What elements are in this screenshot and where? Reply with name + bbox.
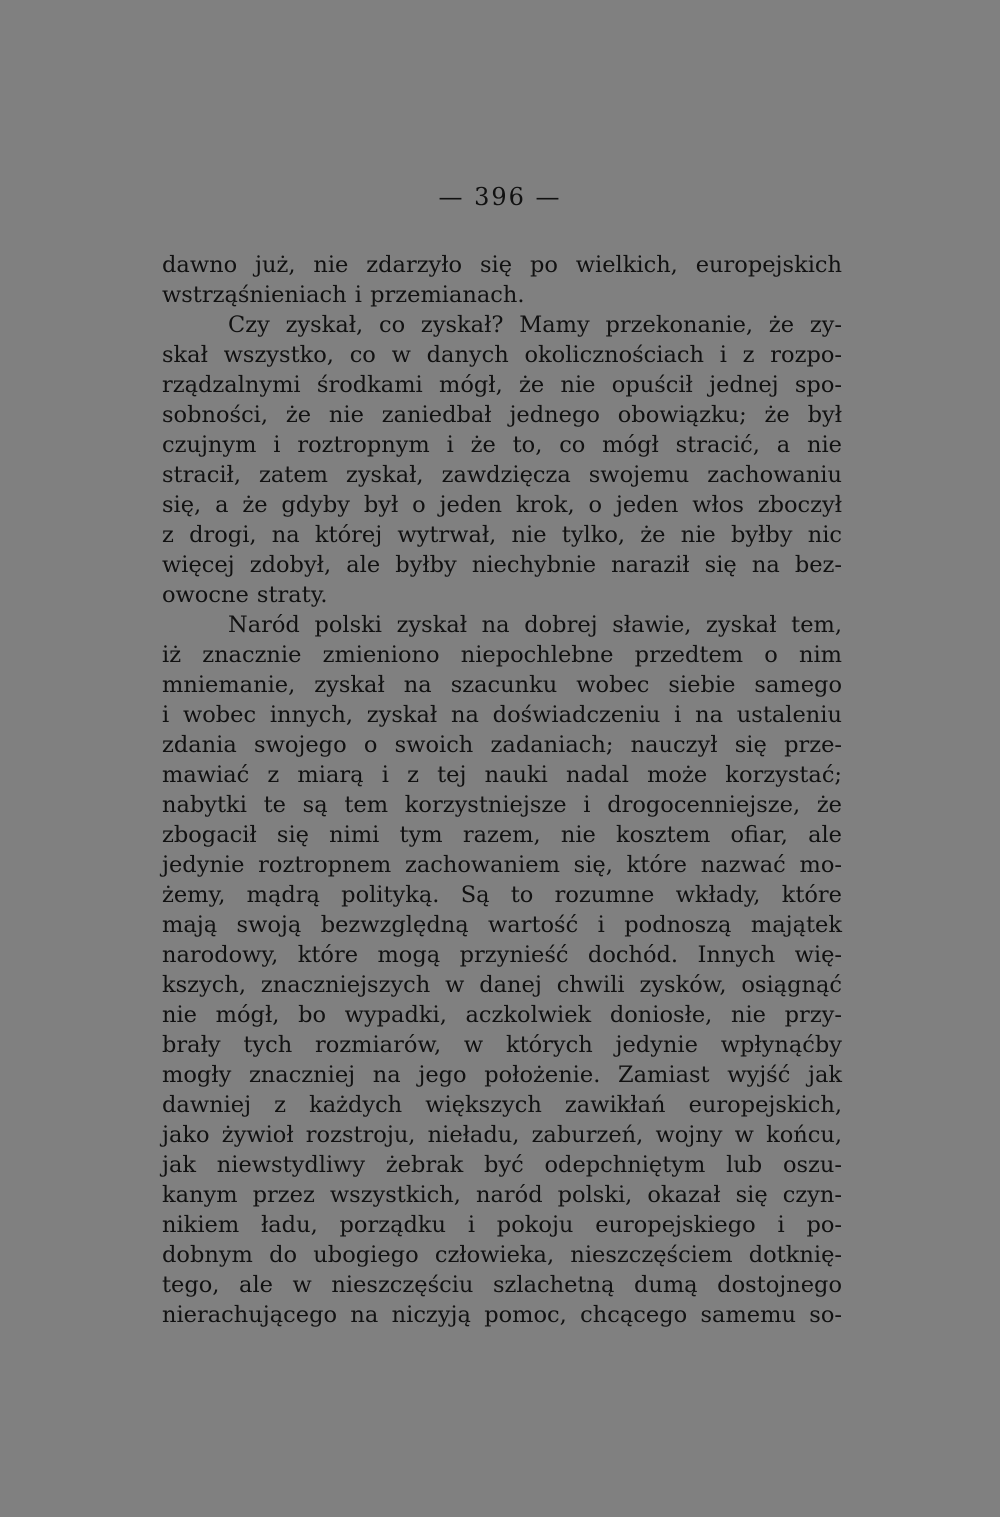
text-line: mawiać z miarą i z tej nauki nadal może korzystać; xyxy=(162,762,842,788)
text-line: żemy, mądrą polityką. Są to rozumne wkłady, które xyxy=(162,882,842,908)
text-line-paragraph-start: Czy zyskał, co zyskał? Mamy przekonanie, że zy- xyxy=(228,312,842,338)
text-line: zbogacił się nimi tym razem, nie kosztem ofiar, ale xyxy=(162,822,842,848)
text-line: brały tych rozmiarów, w których jedynie wpłynąćby xyxy=(162,1032,842,1058)
text-line-paragraph-start: Naród polski zyskał na dobrej sławie, zyskał tem, xyxy=(228,612,842,638)
text-line: mogły znaczniej na jego położenie. Zamiast wyjść jak xyxy=(162,1062,842,1088)
text-line: dobnym do ubogiego człowieka, nieszczęściem dotknię- xyxy=(162,1242,842,1268)
text-line: dawniej z każdych większych zawikłań europejskich, xyxy=(162,1092,842,1118)
text-line: iż znacznie zmieniono niepochlebne przedtem o nim xyxy=(162,642,842,668)
text-line: się, a że gdyby był o jeden krok, o jeden włos zboczył xyxy=(162,492,842,518)
text-line: tego, ale w nieszczęściu szlachetną dumą dostojnego xyxy=(162,1272,842,1298)
text-line: z drogi, na której wytrwał, nie tylko, że nie byłby nic xyxy=(162,522,842,548)
text-line: nabytki te są tem korzystniejsze i drogocenniejsze, że xyxy=(162,792,842,818)
text-line: jedynie roztropnem zachowaniem się, które nazwać mo- xyxy=(162,852,842,878)
text-line: jako żywioł rozstroju, nieładu, zaburzeń, wojny w końcu, xyxy=(162,1122,842,1148)
text-line: sobności, że nie zaniedbał jednego obowiązku; że był xyxy=(162,402,842,428)
text-line: zdania swojego o swoich zadaniach; nauczył się prze- xyxy=(162,732,842,758)
text-line: czujnym i roztropnym i że to, co mógł stracić, a nie xyxy=(162,432,842,458)
text-line: owocne straty. xyxy=(162,582,328,608)
text-line: więcej zdobył, ale byłby niechybnie naraził się na bez- xyxy=(162,552,842,578)
text-line: kszych, znaczniejszych w danej chwili zysków, osiągnąć xyxy=(162,972,842,998)
text-line: nie mógł, bo wypadki, aczkolwiek doniosłe, nie przy- xyxy=(162,1002,842,1028)
text-line: nikiem ładu, porządku i pokoju europejskiego i po- xyxy=(162,1212,842,1238)
text-line: jak niewstydliwy żebrak być odepchniętym lub oszu- xyxy=(162,1152,842,1178)
body-text xyxy=(162,250,842,1330)
text-line: narodowy, które mogą przynieść dochód. Innych wię- xyxy=(162,942,842,968)
text-line: nierachującego na niczyją pomoc, chcącego samemu so- xyxy=(162,1302,842,1328)
text-line: skał wszystko, co w danych okolicznościach i z rozpo- xyxy=(162,342,842,368)
page-number: — 396 — xyxy=(438,183,562,211)
text-line: dawno już, nie zdarzyło się po wielkich, europejskich xyxy=(162,252,842,278)
text-line: mniemanie, zyskał na szacunku wobec siebie samego xyxy=(162,672,842,698)
text-line: i wobec innych, zyskał na doświadczeniu i na ustaleniu xyxy=(162,702,842,728)
text-line: wstrząśnieniach i przemianach. xyxy=(162,282,525,308)
text-line: rządzalnymi środkami mógł, że nie opuścił jednej spo- xyxy=(162,372,842,398)
text-line: kanym przez wszystkich, naród polski, okazał się czyn- xyxy=(162,1182,842,1208)
text-line: mają swoją bezwzględną wartość i podnoszą majątek xyxy=(162,912,842,938)
text-line: stracił, zatem zyskał, zawdzięcza swojemu zachowaniu xyxy=(162,462,842,488)
